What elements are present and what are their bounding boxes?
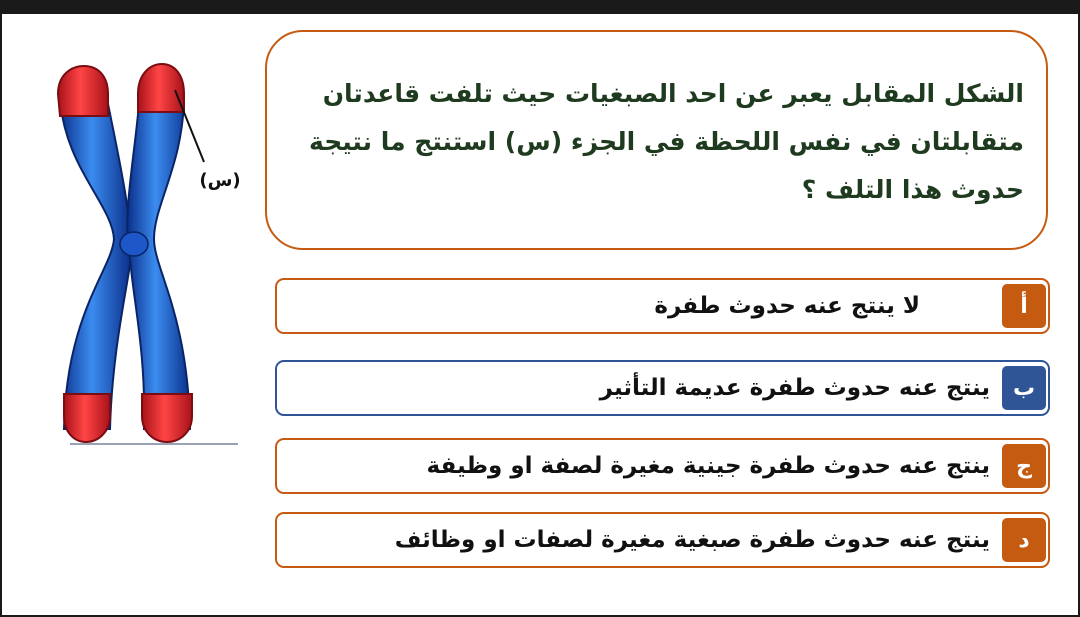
option-d-text: ينتج عنه حدوث طفرة صبغية مغيرة لصفات او وظائف [394, 527, 990, 553]
question-text: الشكل المقابل يعبر عن احد الصبغيات حيث تلفت قاعدتان متقابلتان في نفس اللحظة في الجزء (س) استنتج ما نتيجة حدوث هذا التلف ؟ [309, 79, 1024, 204]
telomere-bottom-left [64, 394, 110, 442]
option-a[interactable] [275, 278, 1050, 334]
option-c-badge: ج [1002, 444, 1046, 488]
chromatid-right [127, 94, 190, 429]
option-b-badge: ب [1002, 366, 1046, 410]
centromere [120, 232, 148, 256]
telomere-top-right [138, 64, 184, 112]
slide [2, 14, 1078, 615]
telomere-top-left [58, 66, 108, 116]
option-c[interactable] [275, 438, 1050, 494]
option-b[interactable] [275, 360, 1050, 416]
option-a-text: لا ينتج عنه حدوث طفرة [654, 293, 920, 319]
question-box [265, 30, 1048, 250]
option-a-badge: أ [1002, 284, 1046, 328]
telomere-bottom-right [142, 394, 192, 442]
option-d[interactable] [275, 512, 1050, 568]
option-d-badge: د [1002, 518, 1046, 562]
figure-label: (س) [199, 170, 241, 191]
chromosome-diagram [42, 54, 252, 454]
option-b-text: ينتج عنه حدوث طفرة عديمة التأثير [599, 375, 990, 401]
chromatid-left [60, 94, 131, 429]
chromosome-figure [42, 54, 252, 454]
option-c-text: ينتج عنه حدوث طفرة جينية مغيرة لصفة او وظيفة [426, 453, 990, 479]
